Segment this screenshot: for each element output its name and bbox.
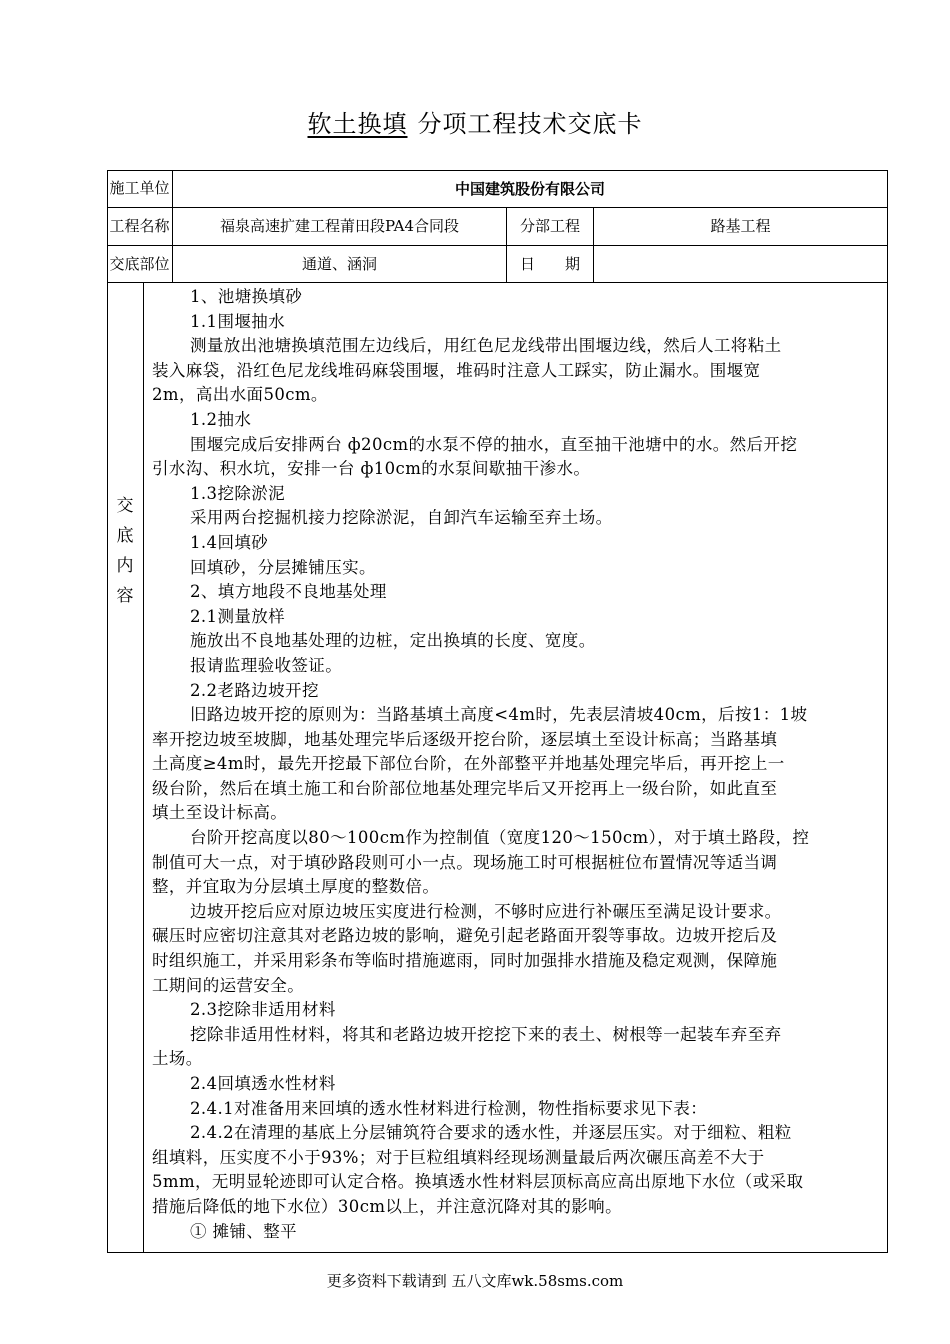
content-line: 5mm，无明显轮迹即可认定合格。换填透水性材料层顶标高应高出原地下水位（或采取 [152,1172,804,1192]
label-construction-unit: 施工单位 [109,179,170,197]
label-disclosure-location: 交底部位 [109,255,170,273]
content-line: 装入麻袋，沿红色尼龙线堆码麻袋围堰，堆码时注意人工踩实，防止漏水。围堰宽 [152,360,761,380]
title-rest: 分项工程技术交底卡 [417,110,643,138]
content-line: 1.4回填砂 [190,532,269,552]
content-line: 采用两台挖掘机接力挖除淤泥，自卸汽车运输至弃土场。 [190,508,613,528]
content-line: 围堰完成后安排两台 ф20cm的水泵不停的抽水，直至抽干池塘中的水。然后开挖 [190,434,798,454]
content-line: 2、填方地段不良地基处理 [190,582,387,602]
content-line: 1.3挖除淤泥 [190,483,286,503]
content-line: 回填砂，分层摊铺压实。 [190,557,376,577]
content-line: 率开挖边坡至坡脚，地基处理完毕后逐级开挖台阶，逐层填土至设计标高；当路基填 [152,729,778,749]
content-line: 碾压时应密切注意其对老路边坡的影响，避免引起老路面开裂等事故。边坡开挖后及 [152,926,778,946]
value-construction-unit: 中国建筑股份有限公司 [454,180,605,198]
title-underlined: 软土换填 [307,110,408,138]
page-title [0,104,950,139]
content-line: 2.4.2在清理的基底上分层铺筑符合要求的透水性，并逐层压实。对于细粒、粗粒 [190,1123,792,1143]
content-line: 旧路边坡开挖的原则为：当路基填土高度<4m时，先表层清坡40cm，后按1：1坡 [190,705,808,725]
content-line: 报请监理验收签证。 [190,655,343,675]
content-line: 1、池塘换填砂 [190,287,303,306]
content-line: 1.2抽水 [190,409,252,429]
content-line: 土高度≥4m时，最先开挖最下部位台阶，在外部整平并地基处理完毕后，再开挖上一 [152,754,785,774]
content-line: 级台阶，然后在填土施工和台阶部位地基处理完毕后又开挖再上一级台阶，如此直至 [152,778,778,798]
content-line: 制值可大一点，对于填砂路段则可小一点。现场施工时可根据桩位布置情况等适当调 [152,852,778,872]
content-line: 工期间的运营安全。 [152,975,305,995]
content-line: 时组织施工，并采用彩条布等临时措施遮雨，同时加强排水措施及稳定观测，保障施 [152,951,778,971]
content-line: 施放出不良地基处理的边桩，定出换填的长度、宽度。 [190,631,596,651]
content-line: 2.2老路边坡开挖 [190,680,319,700]
content-line: 2.4.1对准备用来回填的透水性材料进行检测，物性指标要求见下表： [190,1098,708,1118]
content-line: 土场。 [152,1049,203,1069]
content-line: 整，并宜取为分层填土厚度的整数倍。 [152,877,440,897]
content-line: 填土至设计标高。 [152,803,288,823]
content-line: 边坡开挖后应对原边坡压实度进行检测，不够时应进行补碾压至满足设计要求。 [190,901,782,921]
content-line: 台阶开挖高度以80～100cm作为控制值（宽度120～150cm），对于填土路段，控 [190,828,810,848]
content-line: 措施后降低的地下水位）30cm以上，并注意沉降对其的影响。 [152,1196,622,1216]
content-line: 2.3挖除非适用材料 [190,1000,336,1020]
label-sub-project: 分部工程 [519,217,580,235]
content-line: 测量放出池塘换填范围左边线后，用红色尼龙线带出围堰边线，然后人工将粘土 [190,336,782,356]
footer-note: 更多资料下载请到 五八文库wk.58sms.com [326,1272,624,1290]
content-line: 1.1围堰抽水 [190,311,286,331]
content-line: 组填料，压实度不小于93%；对于巨粒组填料经现场测量最后两次碾压高差不大于 [152,1147,765,1167]
content-line: 引水沟、积水坑，安排一台 ф10cm的水泵间歇抽干渗水。 [152,459,591,479]
disclosure-content [152,285,877,1244]
content-line: ① 摊铺、整平 [190,1221,298,1241]
side-label: 交 底 内 容 [116,496,134,606]
content-line: 2m，高出水面50cm。 [152,385,328,405]
value-sub-project: 路基工程 [710,217,771,235]
content-line: 2.1测量放样 [190,606,286,626]
content-line: 2.4回填透水性材料 [190,1074,336,1093]
value-disclosure-location: 通道、涵洞 [301,255,377,273]
content-line: 挖除非适用性材料，将其和老路边坡开挖挖下来的表土、树根等一起装车弃至弃 [190,1024,782,1044]
label-date: 日 期 [519,255,580,273]
label-project-name: 工程名称 [109,217,170,235]
value-project-name: 福泉高速扩建工程莆田段PA4合同段 [219,217,460,235]
